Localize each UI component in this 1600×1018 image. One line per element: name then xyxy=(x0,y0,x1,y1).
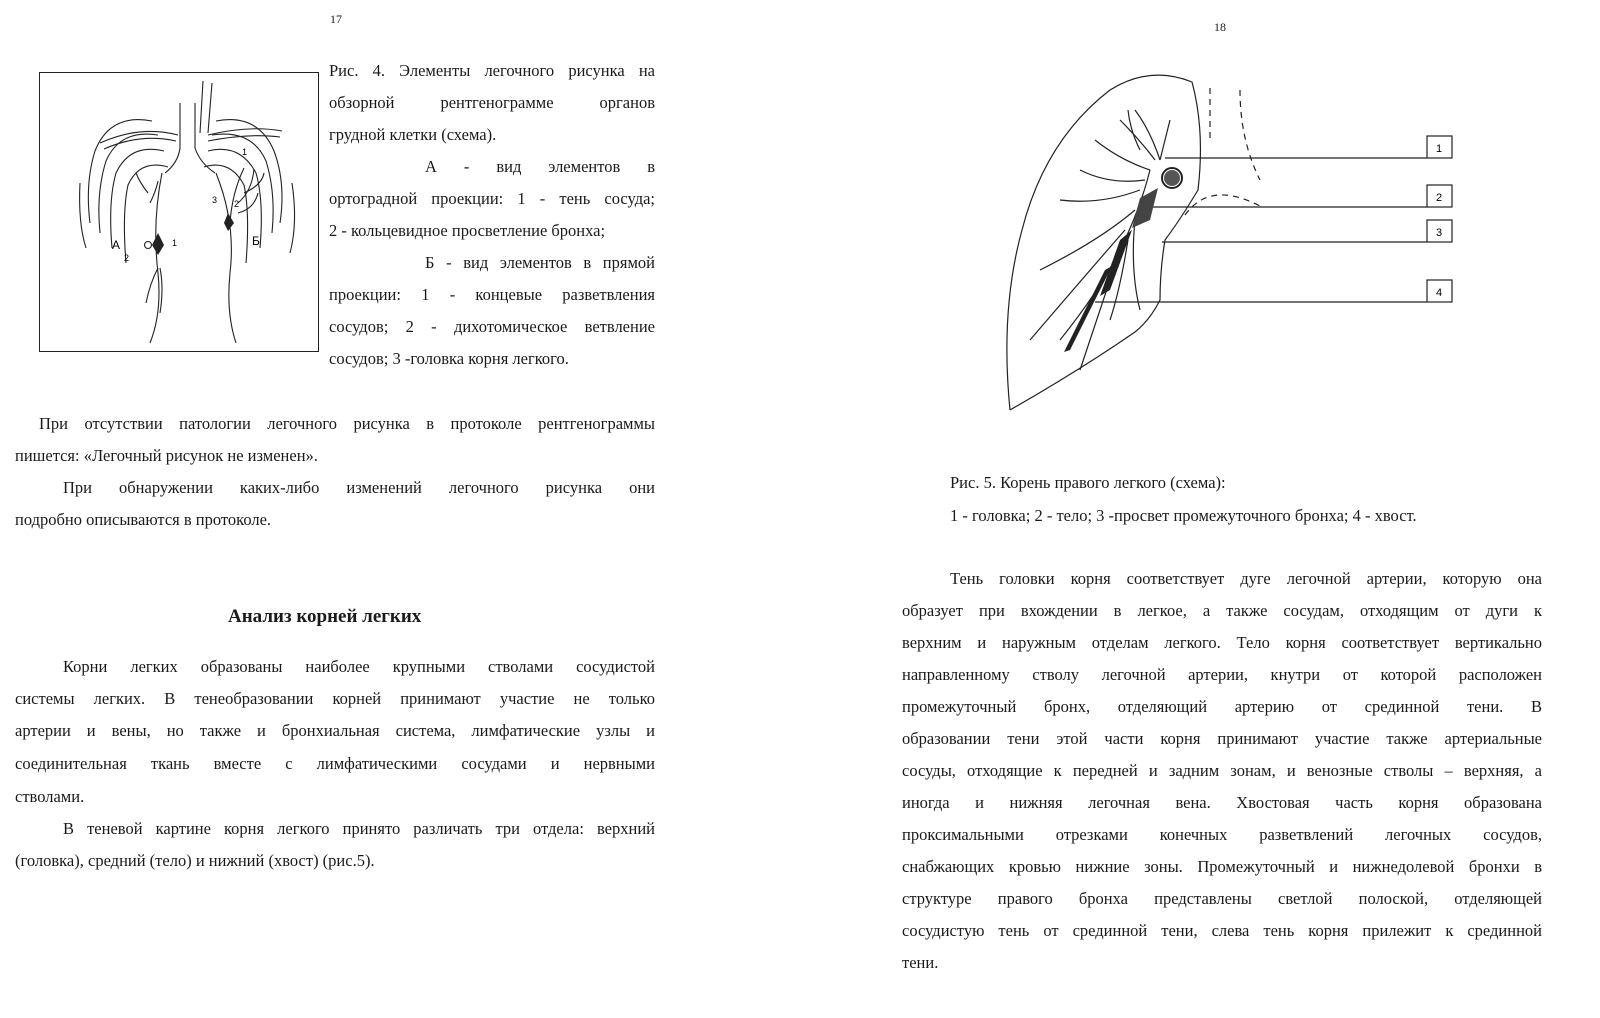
caption-line: Б - вид элементов в прямой xyxy=(425,253,655,272)
figure-5-lung-root-schema xyxy=(1000,70,1470,420)
callout-2: 2 xyxy=(1435,192,1443,204)
caption-line: сосудов; 2 - дихотомическое ветвление xyxy=(329,317,655,336)
caption-line: Рис. 4. Элементы легочного рисунка на xyxy=(329,61,655,80)
right-page-number: 18 xyxy=(1214,20,1226,34)
body-line: промежуточный бронх, отделяющий артерию от срединной тени. В xyxy=(902,697,1542,716)
body-line: пишется: «Легочный рисунок не изменен». xyxy=(15,446,318,465)
body-line: Корни легких образованы наиболее крупными стволами сосудистой xyxy=(63,657,655,676)
mark-a-1: 1 xyxy=(172,238,178,248)
body-line: стволами. xyxy=(15,787,85,806)
body-line: сосудистую тень от срединной тени, слева тень корня прилежит к срединной xyxy=(902,921,1542,940)
caption-line: проекции: 1 - концевые разветвления xyxy=(329,285,655,304)
body-line: подробно описываются в протоколе. xyxy=(15,510,272,529)
left-page-number: 17 xyxy=(330,12,342,26)
body-line: образовании тени этой части корня принимают участие также артериальные xyxy=(902,729,1542,748)
body-line: При обнаружении каких-либо изменений легочного рисунка они xyxy=(63,478,655,497)
body-line: верхним и наружным отделам легкого. Тело корня соответствует вертикально xyxy=(902,633,1542,652)
body-line: структуре правого бронха представлены светлой полоской, отделяющей xyxy=(902,889,1542,908)
mark-a-2: 2 xyxy=(124,253,130,263)
body-line: иногда и нижняя легочная вена. Хвостовая часть корня образована xyxy=(902,793,1542,812)
body-line: системы легких. В тенеобразовании корней принимают участие не только xyxy=(15,689,655,708)
body-line: тени. xyxy=(902,953,939,972)
body-line: образует при вхождении в легкое, а также сосудам, отходящим от дуги к xyxy=(902,601,1542,620)
mark-b-2: 2 xyxy=(234,199,240,209)
body-line: При отсутствии патологии легочного рисунка в протоколе рентгенограммы xyxy=(39,414,655,433)
body-line: (головка), средний (тело) и нижний (хвост) (рис.5). xyxy=(15,851,375,870)
label-a: А xyxy=(112,238,121,252)
mark-b-3: 3 xyxy=(212,195,218,205)
callout-1: 1 xyxy=(1435,143,1443,155)
body-line: Тень головки корня соответствует дуге легочной артерии, которую она xyxy=(950,569,1542,588)
label-b: Б xyxy=(252,234,260,248)
section-heading: Анализ корней легких xyxy=(228,606,422,627)
caption-line: Рис. 5. Корень правого легкого (схема): xyxy=(950,473,1226,492)
caption-line: сосудов; 3 -головка корня легкого. xyxy=(329,349,569,368)
body-line: направленному стволу легочной артерии, кнутри от которой расположен xyxy=(902,665,1542,684)
figure-4-chest-schema xyxy=(39,72,319,352)
caption-line: 2 - кольцевидное просветление бронха; xyxy=(329,221,606,240)
callout-4: 4 xyxy=(1435,287,1443,299)
mark-b-1: 1 xyxy=(242,147,248,157)
caption-line: 1 - головка; 2 - тело; 3 -просвет промежуточного бронха; 4 - хвост. xyxy=(950,506,1417,525)
caption-line: обзорной рентгенограмме органов xyxy=(329,93,655,112)
body-line: сосуды, отходящие к передней и задним зонам, и венозные стволы – верхняя, а xyxy=(902,761,1542,780)
body-line: снабжающих кровью нижние зоны. Промежуточный и нижнедолевой бронхи в xyxy=(902,857,1542,876)
caption-line: грудной клетки (схема). xyxy=(329,125,497,144)
caption-line: ортоградной проекции: 1 - тень сосуда; xyxy=(329,189,655,208)
body-line: соединительная ткань вместе с лимфатическими сосудами и нервными xyxy=(15,754,655,773)
caption-line: А - вид элементов в xyxy=(425,157,655,176)
chest-xray-schema-drawing xyxy=(40,73,318,351)
body-line: проксимальными отрезками конечных разветвлений легочных сосудов, xyxy=(902,825,1542,844)
body-line: артерии и вены, но также и бронхиальная система, лимфатические узлы и xyxy=(15,721,655,740)
callout-3: 3 xyxy=(1435,227,1443,239)
body-line: В теневой картине корня легкого принято различать три отдела: верхний xyxy=(63,819,655,838)
